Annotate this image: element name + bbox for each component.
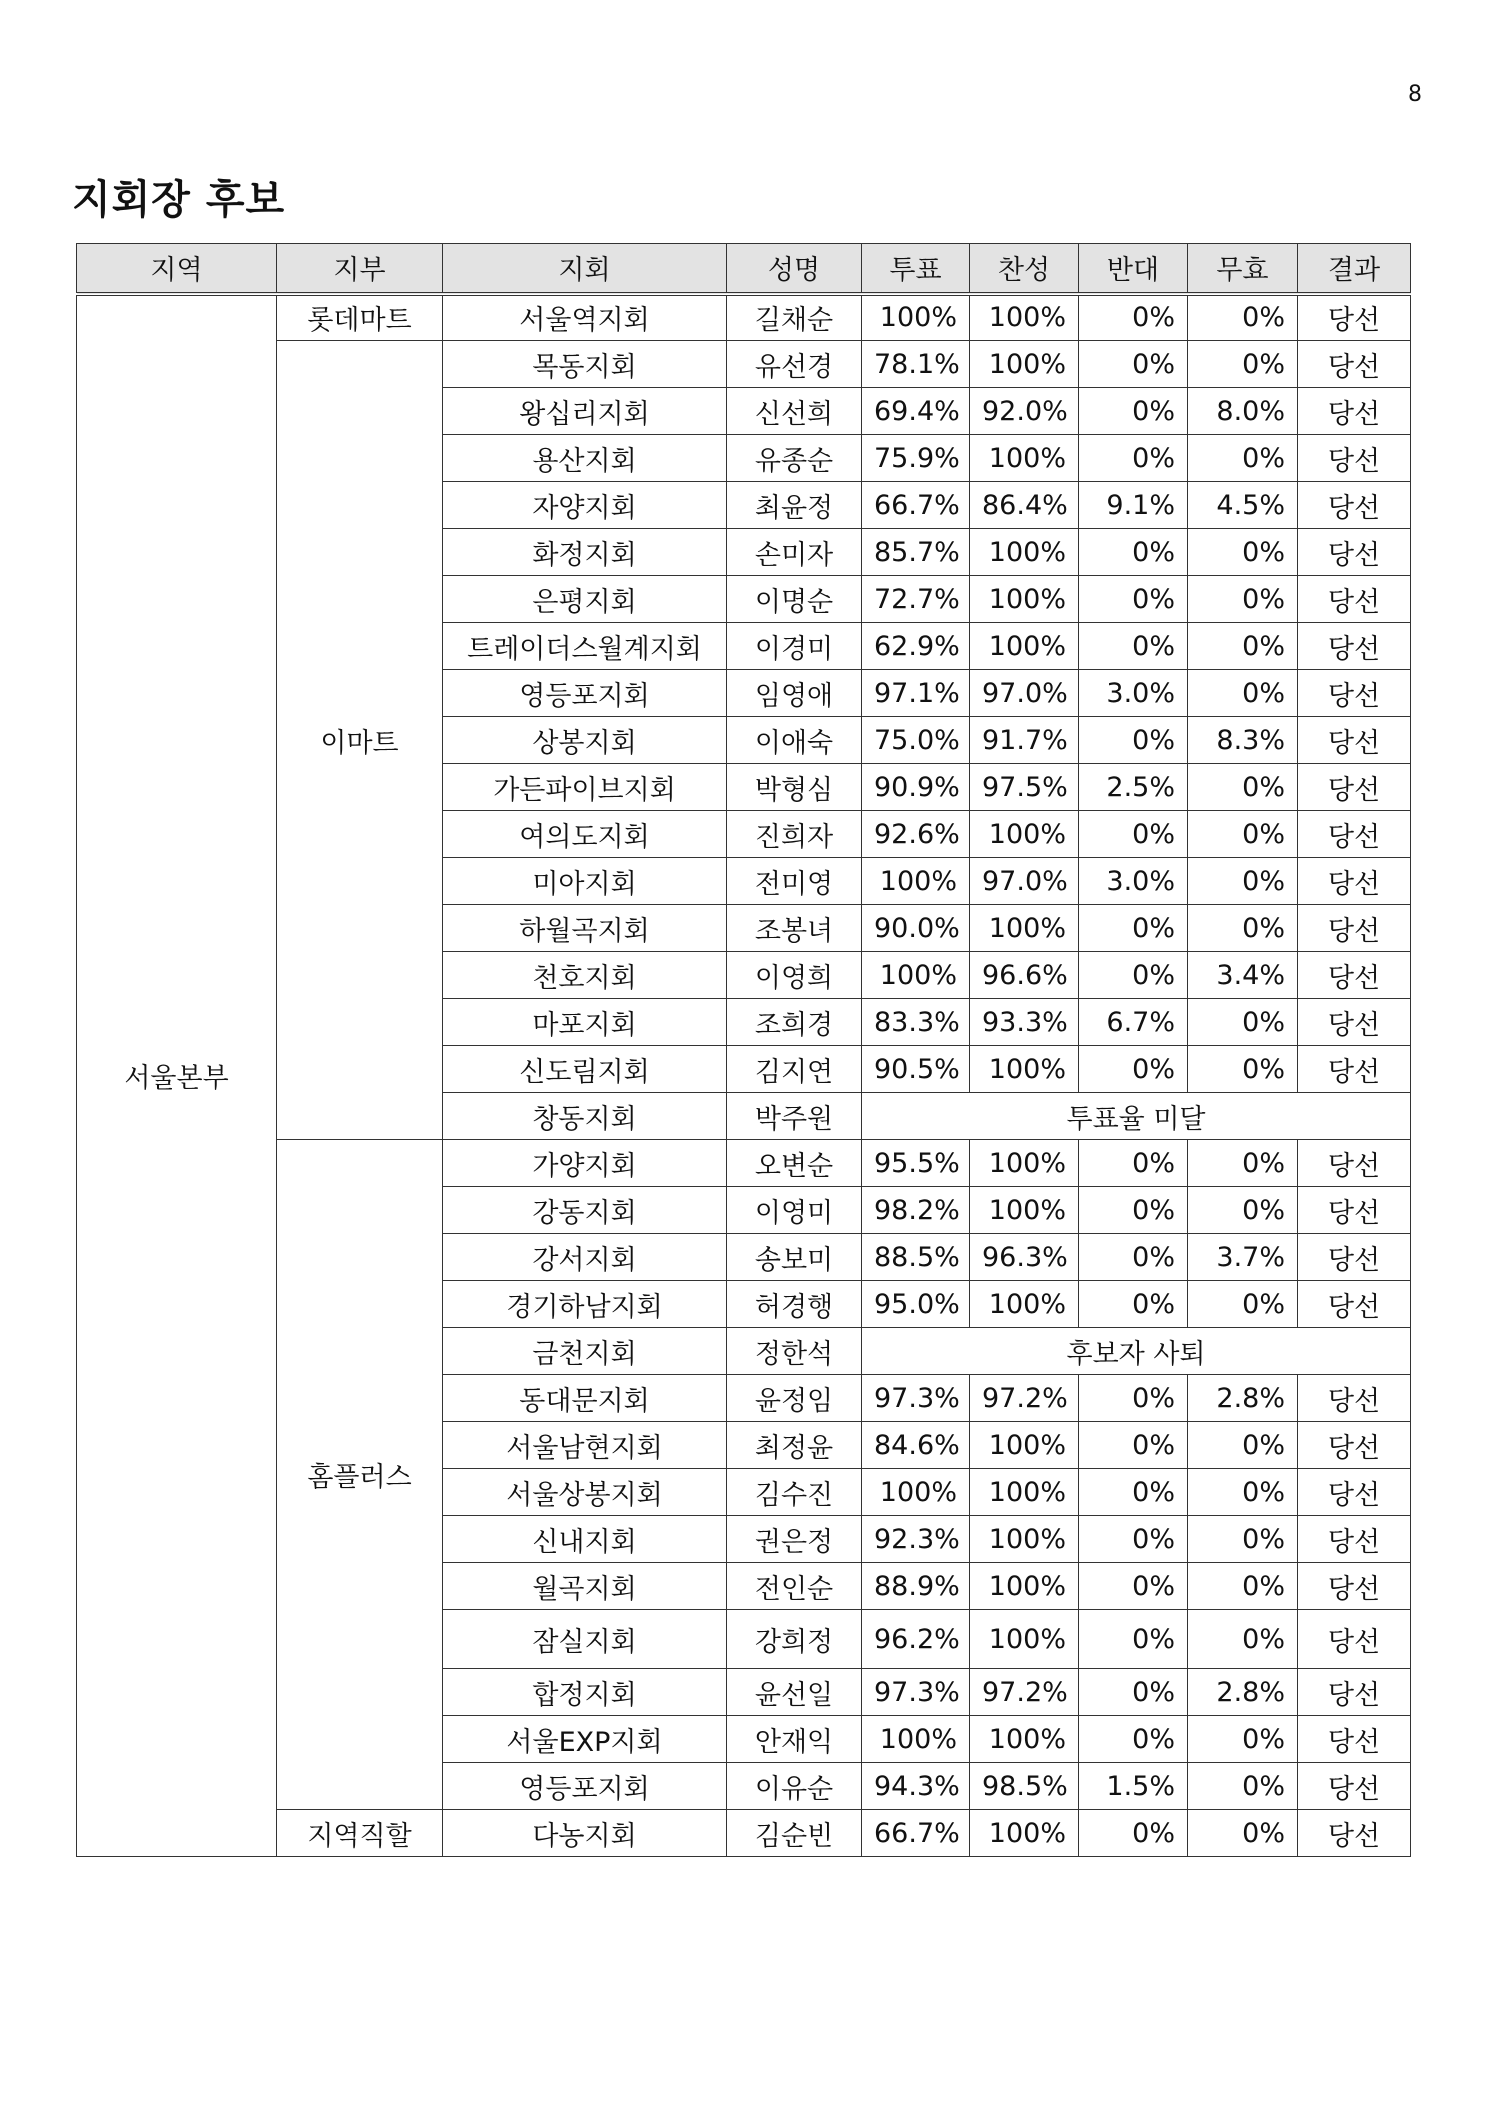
chapter-cell: 강서지회 <box>443 1234 727 1281</box>
oppose-cell: 0% <box>1079 341 1188 388</box>
turnout-cell: 90.5% <box>862 1046 970 1093</box>
result-cell: 당선 <box>1298 1516 1411 1563</box>
result-cell: 당선 <box>1298 1469 1411 1516</box>
name-cell: 이애숙 <box>727 717 862 764</box>
oppose-cell: 0% <box>1079 1422 1188 1469</box>
result-cell: 당선 <box>1298 1046 1411 1093</box>
oppose-cell: 0% <box>1079 1140 1188 1187</box>
turnout-cell: 97.1% <box>862 670 970 717</box>
name-cell: 정한석 <box>727 1328 862 1375</box>
oppose-cell: 0% <box>1079 388 1188 435</box>
chapter-cell: 잠실지회 <box>443 1610 727 1669</box>
oppose-cell: 0% <box>1079 623 1188 670</box>
invalid-cell: 0% <box>1188 341 1298 388</box>
oppose-cell: 0% <box>1079 435 1188 482</box>
name-cell: 조희경 <box>727 999 862 1046</box>
name-cell: 최윤정 <box>727 482 862 529</box>
table-row <box>77 341 1411 388</box>
page-number: 8 <box>1408 82 1422 107</box>
branch-cell: 롯데마트 <box>277 294 443 341</box>
result-cell: 당선 <box>1298 717 1411 764</box>
name-cell: 진희자 <box>727 811 862 858</box>
oppose-cell: 9.1% <box>1079 482 1188 529</box>
name-cell: 임영애 <box>727 670 862 717</box>
chapter-cell: 트레이더스월계지회 <box>443 623 727 670</box>
approve-cell: 100% <box>970 1563 1079 1610</box>
name-cell: 조봉녀 <box>727 905 862 952</box>
oppose-cell: 0% <box>1079 1669 1188 1716</box>
chapter-cell: 가양지회 <box>443 1140 727 1187</box>
oppose-cell: 0% <box>1079 294 1188 341</box>
name-cell: 윤정임 <box>727 1375 862 1422</box>
header-cell: 지역 <box>77 244 277 294</box>
turnout-cell: 94.3% <box>862 1763 970 1810</box>
name-cell: 전미영 <box>727 858 862 905</box>
turnout-cell: 100% <box>862 1716 970 1763</box>
oppose-cell: 2.5% <box>1079 764 1188 811</box>
name-cell: 이영미 <box>727 1187 862 1234</box>
turnout-cell: 90.0% <box>862 905 970 952</box>
turnout-cell: 95.0% <box>862 1281 970 1328</box>
invalid-cell: 0% <box>1188 1281 1298 1328</box>
header-cell: 지회 <box>443 244 727 294</box>
approve-cell: 96.6% <box>970 952 1079 999</box>
turnout-cell: 100% <box>862 294 970 341</box>
chapter-cell: 왕십리지회 <box>443 388 727 435</box>
turnout-cell: 66.7% <box>862 1810 970 1857</box>
chapter-cell: 동대문지회 <box>443 1375 727 1422</box>
result-cell: 당선 <box>1298 1375 1411 1422</box>
approve-cell: 92.0% <box>970 388 1079 435</box>
approve-cell: 98.5% <box>970 1763 1079 1810</box>
result-cell: 당선 <box>1298 1763 1411 1810</box>
invalid-cell: 3.4% <box>1188 952 1298 999</box>
result-cell: 당선 <box>1298 529 1411 576</box>
name-cell: 이유순 <box>727 1763 862 1810</box>
result-cell: 당선 <box>1298 388 1411 435</box>
table-row <box>77 294 1411 341</box>
chapter-cell: 월곡지회 <box>443 1563 727 1610</box>
result-cell: 당선 <box>1298 1187 1411 1234</box>
invalid-cell: 0% <box>1188 1810 1298 1857</box>
turnout-cell: 85.7% <box>862 529 970 576</box>
chapter-cell: 영등포지회 <box>443 670 727 717</box>
result-cell: 당선 <box>1298 670 1411 717</box>
chapter-cell: 서울상봉지회 <box>443 1469 727 1516</box>
status-note-cell: 후보자 사퇴 <box>862 1328 1411 1375</box>
chapter-cell: 서울남현지회 <box>443 1422 727 1469</box>
turnout-cell: 100% <box>862 858 970 905</box>
invalid-cell: 0% <box>1188 811 1298 858</box>
turnout-cell: 90.9% <box>862 764 970 811</box>
invalid-cell: 0% <box>1188 1610 1298 1669</box>
invalid-cell: 0% <box>1188 576 1298 623</box>
oppose-cell: 0% <box>1079 1469 1188 1516</box>
chapter-cell: 강동지회 <box>443 1187 727 1234</box>
turnout-cell: 95.5% <box>862 1140 970 1187</box>
oppose-cell: 0% <box>1079 1563 1188 1610</box>
approve-cell: 100% <box>970 1422 1079 1469</box>
oppose-cell: 0% <box>1079 1716 1188 1763</box>
result-cell: 당선 <box>1298 1563 1411 1610</box>
name-cell: 유선경 <box>727 341 862 388</box>
oppose-cell: 0% <box>1079 717 1188 764</box>
status-note-cell: 투표율 미달 <box>862 1093 1411 1140</box>
name-cell: 박주원 <box>727 1093 862 1140</box>
turnout-cell: 88.9% <box>862 1563 970 1610</box>
candidate-results-table <box>76 243 1411 1857</box>
approve-cell: 96.3% <box>970 1234 1079 1281</box>
invalid-cell: 8.0% <box>1188 388 1298 435</box>
invalid-cell: 4.5% <box>1188 482 1298 529</box>
table-row <box>77 1140 1411 1187</box>
chapter-cell: 서울역지회 <box>443 294 727 341</box>
result-cell: 당선 <box>1298 858 1411 905</box>
header-cell: 결과 <box>1298 244 1411 294</box>
result-cell: 당선 <box>1298 999 1411 1046</box>
chapter-cell: 마포지회 <box>443 999 727 1046</box>
invalid-cell: 0% <box>1188 294 1298 341</box>
name-cell: 김순빈 <box>727 1810 862 1857</box>
invalid-cell: 0% <box>1188 1046 1298 1093</box>
chapter-cell: 화정지회 <box>443 529 727 576</box>
approve-cell: 97.0% <box>970 670 1079 717</box>
turnout-cell: 62.9% <box>862 623 970 670</box>
invalid-cell: 2.8% <box>1188 1669 1298 1716</box>
approve-cell: 100% <box>970 811 1079 858</box>
approve-cell: 100% <box>970 905 1079 952</box>
approve-cell: 93.3% <box>970 999 1079 1046</box>
turnout-cell: 78.1% <box>862 341 970 388</box>
approve-cell: 100% <box>970 294 1079 341</box>
name-cell: 전인순 <box>727 1563 862 1610</box>
turnout-cell: 97.3% <box>862 1669 970 1716</box>
invalid-cell: 0% <box>1188 999 1298 1046</box>
chapter-cell: 은평지회 <box>443 576 727 623</box>
chapter-cell: 서울EXP지회 <box>443 1716 727 1763</box>
header-cell: 반대 <box>1079 244 1188 294</box>
turnout-cell: 69.4% <box>862 388 970 435</box>
result-cell: 당선 <box>1298 1234 1411 1281</box>
approve-cell: 100% <box>970 1187 1079 1234</box>
name-cell: 허경행 <box>727 1281 862 1328</box>
invalid-cell: 0% <box>1188 1469 1298 1516</box>
invalid-cell: 0% <box>1188 764 1298 811</box>
approve-cell: 100% <box>970 435 1079 482</box>
oppose-cell: 3.0% <box>1079 670 1188 717</box>
invalid-cell: 0% <box>1188 858 1298 905</box>
turnout-cell: 96.2% <box>862 1610 970 1669</box>
approve-cell: 100% <box>970 576 1079 623</box>
result-cell: 당선 <box>1298 482 1411 529</box>
result-cell: 당선 <box>1298 341 1411 388</box>
result-cell: 당선 <box>1298 764 1411 811</box>
chapter-cell: 하월곡지회 <box>443 905 727 952</box>
turnout-cell: 75.0% <box>862 717 970 764</box>
chapter-cell: 금천지회 <box>443 1328 727 1375</box>
invalid-cell: 0% <box>1188 1140 1298 1187</box>
chapter-cell: 영등포지회 <box>443 1763 727 1810</box>
name-cell: 손미자 <box>727 529 862 576</box>
approve-cell: 100% <box>970 1140 1079 1187</box>
name-cell: 강희정 <box>727 1610 862 1669</box>
name-cell: 이영희 <box>727 952 862 999</box>
oppose-cell: 1.5% <box>1079 1763 1188 1810</box>
oppose-cell: 0% <box>1079 952 1188 999</box>
chapter-cell: 상봉지회 <box>443 717 727 764</box>
chapter-cell: 천호지회 <box>443 952 727 999</box>
name-cell: 이명순 <box>727 576 862 623</box>
oppose-cell: 0% <box>1079 576 1188 623</box>
oppose-cell: 0% <box>1079 1187 1188 1234</box>
turnout-cell: 88.5% <box>862 1234 970 1281</box>
result-cell: 당선 <box>1298 1140 1411 1187</box>
approve-cell: 100% <box>970 1281 1079 1328</box>
invalid-cell: 0% <box>1188 1422 1298 1469</box>
turnout-cell: 72.7% <box>862 576 970 623</box>
invalid-cell: 0% <box>1188 435 1298 482</box>
chapter-cell: 합정지회 <box>443 1669 727 1716</box>
oppose-cell: 0% <box>1079 1281 1188 1328</box>
invalid-cell: 0% <box>1188 670 1298 717</box>
result-cell: 당선 <box>1298 294 1411 341</box>
turnout-cell: 92.3% <box>862 1516 970 1563</box>
name-cell: 이경미 <box>727 623 862 670</box>
chapter-cell: 자양지회 <box>443 482 727 529</box>
name-cell: 길채순 <box>727 294 862 341</box>
chapter-cell: 신내지회 <box>443 1516 727 1563</box>
name-cell: 최정윤 <box>727 1422 862 1469</box>
chapter-cell: 미아지회 <box>443 858 727 905</box>
oppose-cell: 0% <box>1079 1516 1188 1563</box>
chapter-cell: 가든파이브지회 <box>443 764 727 811</box>
oppose-cell: 0% <box>1079 1610 1188 1669</box>
oppose-cell: 0% <box>1079 1810 1188 1857</box>
turnout-cell: 83.3% <box>862 999 970 1046</box>
approve-cell: 100% <box>970 1810 1079 1857</box>
name-cell: 유종순 <box>727 435 862 482</box>
chapter-cell: 용산지회 <box>443 435 727 482</box>
result-cell: 당선 <box>1298 1810 1411 1857</box>
invalid-cell: 0% <box>1188 623 1298 670</box>
turnout-cell: 100% <box>862 952 970 999</box>
oppose-cell: 0% <box>1079 811 1188 858</box>
result-cell: 당선 <box>1298 1716 1411 1763</box>
table-header-row <box>77 244 1411 294</box>
chapter-cell: 여의도지회 <box>443 811 727 858</box>
invalid-cell: 0% <box>1188 1516 1298 1563</box>
approve-cell: 100% <box>970 529 1079 576</box>
approve-cell: 97.0% <box>970 858 1079 905</box>
oppose-cell: 6.7% <box>1079 999 1188 1046</box>
result-cell: 당선 <box>1298 905 1411 952</box>
approve-cell: 97.5% <box>970 764 1079 811</box>
name-cell: 신선희 <box>727 388 862 435</box>
approve-cell: 97.2% <box>970 1375 1079 1422</box>
header-cell: 지부 <box>277 244 443 294</box>
chapter-cell: 다농지회 <box>443 1810 727 1857</box>
invalid-cell: 0% <box>1188 1716 1298 1763</box>
invalid-cell: 0% <box>1188 529 1298 576</box>
approve-cell: 97.2% <box>970 1669 1079 1716</box>
approve-cell: 100% <box>970 1469 1079 1516</box>
name-cell: 윤선일 <box>727 1669 862 1716</box>
name-cell: 김수진 <box>727 1469 862 1516</box>
turnout-cell: 98.2% <box>862 1187 970 1234</box>
result-cell: 당선 <box>1298 435 1411 482</box>
invalid-cell: 0% <box>1188 1763 1298 1810</box>
result-cell: 당선 <box>1298 952 1411 999</box>
approve-cell: 100% <box>970 623 1079 670</box>
oppose-cell: 3.0% <box>1079 858 1188 905</box>
approve-cell: 100% <box>970 1046 1079 1093</box>
chapter-cell: 목동지회 <box>443 341 727 388</box>
oppose-cell: 0% <box>1079 1375 1188 1422</box>
header-cell: 투표 <box>862 244 970 294</box>
result-cell: 당선 <box>1298 1610 1411 1669</box>
chapter-cell: 경기하남지회 <box>443 1281 727 1328</box>
invalid-cell: 0% <box>1188 1563 1298 1610</box>
turnout-cell: 84.6% <box>862 1422 970 1469</box>
name-cell: 박형심 <box>727 764 862 811</box>
name-cell: 안재익 <box>727 1716 862 1763</box>
header-cell: 무효 <box>1188 244 1298 294</box>
region-cell: 서울본부 <box>77 294 277 1857</box>
oppose-cell: 0% <box>1079 1046 1188 1093</box>
header-cell: 찬성 <box>970 244 1079 294</box>
chapter-cell: 신도림지회 <box>443 1046 727 1093</box>
name-cell: 권은정 <box>727 1516 862 1563</box>
name-cell: 김지연 <box>727 1046 862 1093</box>
result-cell: 당선 <box>1298 623 1411 670</box>
invalid-cell: 0% <box>1188 1187 1298 1234</box>
turnout-cell: 92.6% <box>862 811 970 858</box>
invalid-cell: 8.3% <box>1188 717 1298 764</box>
oppose-cell: 0% <box>1079 529 1188 576</box>
header-cell: 성명 <box>727 244 862 294</box>
approve-cell: 100% <box>970 1610 1079 1669</box>
chapter-cell: 창동지회 <box>443 1093 727 1140</box>
result-cell: 당선 <box>1298 1422 1411 1469</box>
branch-cell: 지역직할 <box>277 1810 443 1857</box>
approve-cell: 100% <box>970 1516 1079 1563</box>
page-title: 지회장 후보 <box>72 177 286 223</box>
turnout-cell: 100% <box>862 1469 970 1516</box>
invalid-cell: 2.8% <box>1188 1375 1298 1422</box>
approve-cell: 86.4% <box>970 482 1079 529</box>
approve-cell: 100% <box>970 341 1079 388</box>
name-cell: 오변순 <box>727 1140 862 1187</box>
turnout-cell: 97.3% <box>862 1375 970 1422</box>
branch-cell: 홈플러스 <box>277 1140 443 1810</box>
oppose-cell: 0% <box>1079 1234 1188 1281</box>
table-body <box>77 294 1411 1857</box>
result-cell: 당선 <box>1298 576 1411 623</box>
turnout-cell: 66.7% <box>862 482 970 529</box>
invalid-cell: 3.7% <box>1188 1234 1298 1281</box>
table-row <box>77 1810 1411 1857</box>
result-cell: 당선 <box>1298 811 1411 858</box>
approve-cell: 91.7% <box>970 717 1079 764</box>
result-cell: 당선 <box>1298 1669 1411 1716</box>
turnout-cell: 75.9% <box>862 435 970 482</box>
invalid-cell: 0% <box>1188 905 1298 952</box>
approve-cell: 100% <box>970 1716 1079 1763</box>
name-cell: 송보미 <box>727 1234 862 1281</box>
branch-cell: 이마트 <box>277 341 443 1140</box>
oppose-cell: 0% <box>1079 905 1188 952</box>
result-cell: 당선 <box>1298 1281 1411 1328</box>
